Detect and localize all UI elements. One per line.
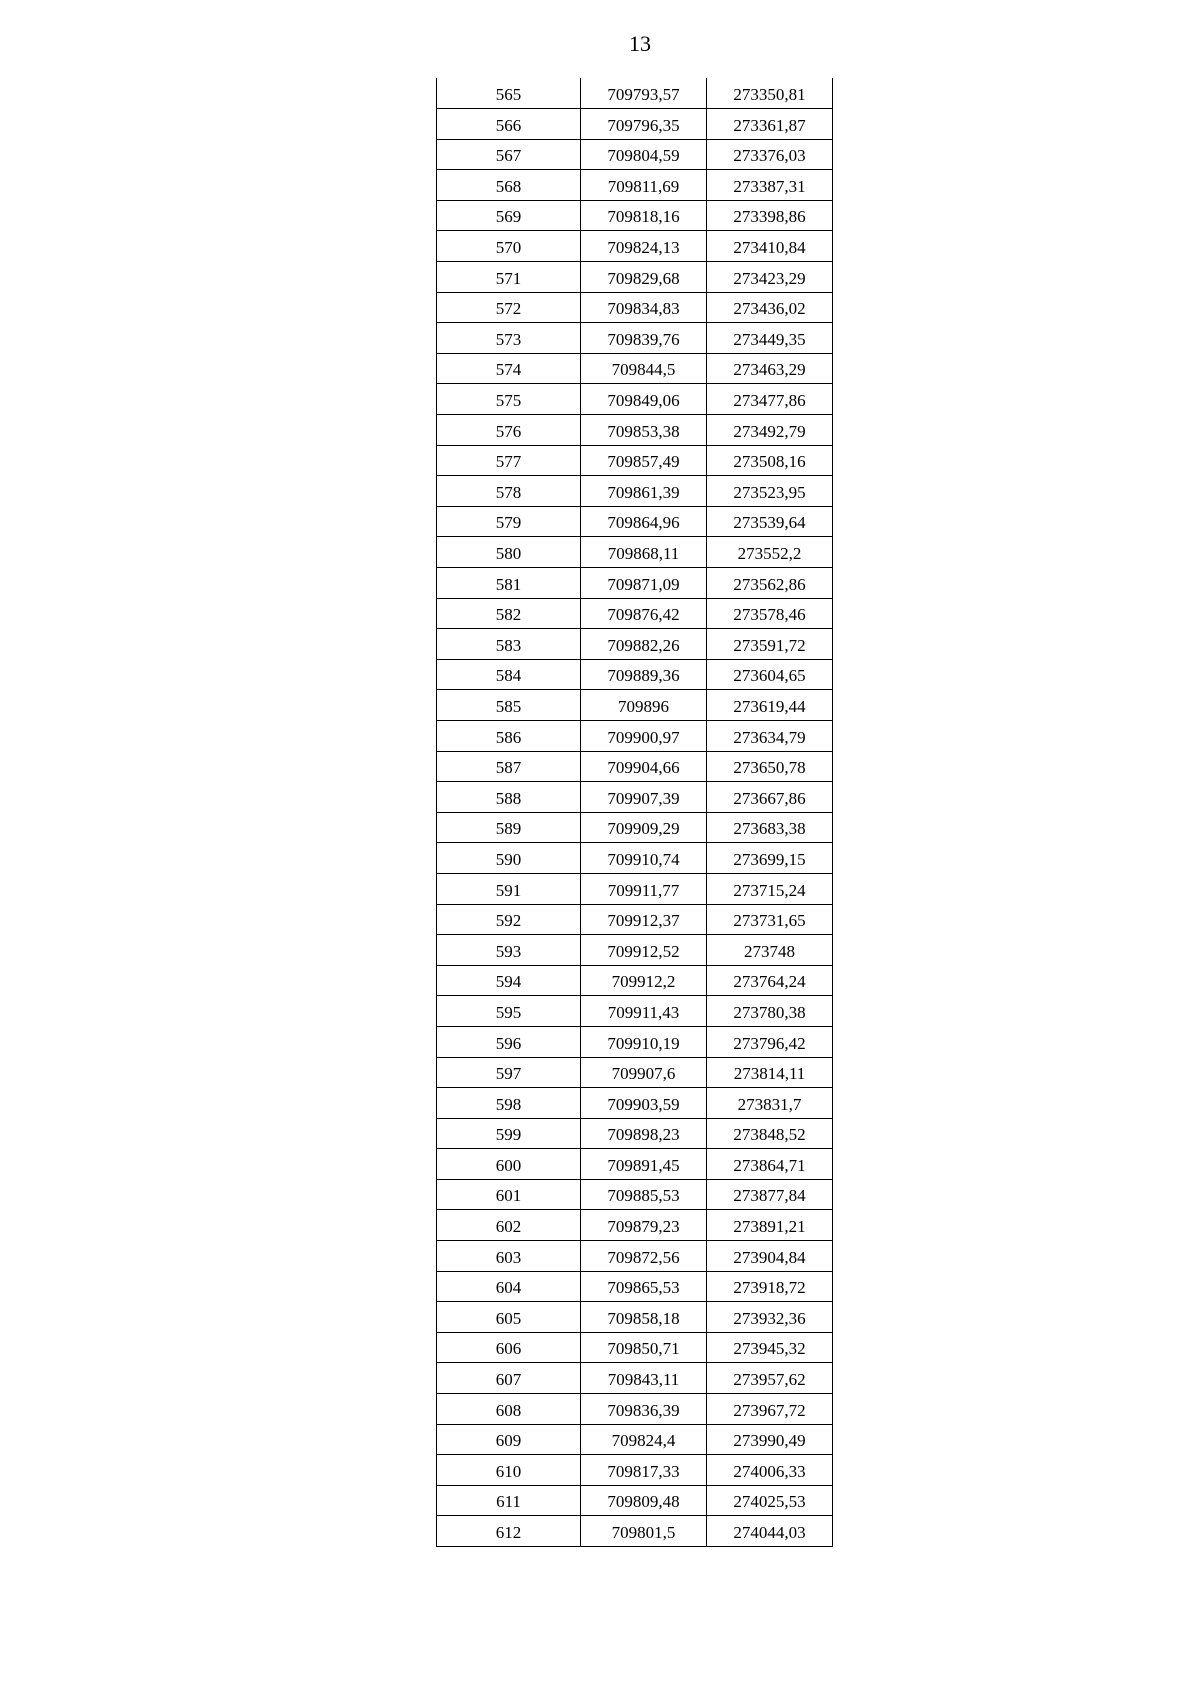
x-coordinate-cell: 709911,77 (581, 873, 707, 904)
point-number-cell: 587 (437, 751, 581, 782)
x-coordinate-cell: 709912,37 (581, 904, 707, 935)
y-coordinate-cell: 273376,03 (707, 139, 833, 170)
y-coordinate-cell: 273350,81 (707, 78, 833, 109)
x-coordinate-cell: 709850,71 (581, 1332, 707, 1363)
y-coordinate-cell: 273932,36 (707, 1302, 833, 1333)
table-row (437, 170, 833, 201)
y-coordinate-cell: 273715,24 (707, 873, 833, 904)
table-row (437, 1485, 833, 1516)
x-coordinate-cell: 709836,39 (581, 1394, 707, 1425)
table-row (437, 231, 833, 262)
y-coordinate-cell: 273591,72 (707, 629, 833, 660)
x-coordinate-cell: 709907,6 (581, 1057, 707, 1088)
point-number-cell: 582 (437, 598, 581, 629)
table-body (437, 78, 833, 1547)
point-number-cell: 607 (437, 1363, 581, 1394)
y-coordinate-cell: 273814,11 (707, 1057, 833, 1088)
table-row (437, 139, 833, 170)
point-number-cell: 577 (437, 445, 581, 476)
y-coordinate-cell: 273387,31 (707, 170, 833, 201)
table-row (437, 200, 833, 231)
table-row (437, 1302, 833, 1333)
table-row (437, 1332, 833, 1363)
table-row (437, 873, 833, 904)
point-number-cell: 611 (437, 1485, 581, 1516)
x-coordinate-cell: 709872,56 (581, 1241, 707, 1272)
y-coordinate-cell: 273957,62 (707, 1363, 833, 1394)
x-coordinate-cell: 709793,57 (581, 78, 707, 109)
y-coordinate-cell: 273410,84 (707, 231, 833, 262)
point-number-cell: 599 (437, 1118, 581, 1149)
table-row (437, 323, 833, 354)
y-coordinate-cell: 273780,38 (707, 996, 833, 1027)
point-number-cell: 605 (437, 1302, 581, 1333)
x-coordinate-cell: 709879,23 (581, 1210, 707, 1241)
x-coordinate-cell: 709896 (581, 690, 707, 721)
table-row (437, 1394, 833, 1425)
point-number-cell: 610 (437, 1455, 581, 1486)
y-coordinate-cell: 274006,33 (707, 1455, 833, 1486)
point-number-cell: 600 (437, 1149, 581, 1180)
table-row (437, 812, 833, 843)
y-coordinate-cell: 273552,2 (707, 537, 833, 568)
x-coordinate-cell: 709865,53 (581, 1271, 707, 1302)
table-row (437, 537, 833, 568)
table-row (437, 935, 833, 966)
point-number-cell: 567 (437, 139, 581, 170)
point-number-cell: 601 (437, 1179, 581, 1210)
point-number-cell: 584 (437, 659, 581, 690)
table-row (437, 1516, 833, 1547)
point-number-cell: 579 (437, 506, 581, 537)
x-coordinate-cell: 709910,19 (581, 1026, 707, 1057)
y-coordinate-cell: 273634,79 (707, 720, 833, 751)
x-coordinate-cell: 709882,26 (581, 629, 707, 660)
y-coordinate-cell: 273667,86 (707, 782, 833, 813)
y-coordinate-cell: 273619,44 (707, 690, 833, 721)
page-number: 13 (629, 31, 651, 56)
table-row (437, 1455, 833, 1486)
point-number-cell: 608 (437, 1394, 581, 1425)
point-number-cell: 609 (437, 1424, 581, 1455)
point-number-cell: 590 (437, 843, 581, 874)
table-row (437, 109, 833, 140)
table-row (437, 476, 833, 507)
x-coordinate-cell: 709858,18 (581, 1302, 707, 1333)
table-row (437, 690, 833, 721)
y-coordinate-cell: 273361,87 (707, 109, 833, 140)
table-row (437, 1057, 833, 1088)
x-coordinate-cell: 709857,49 (581, 445, 707, 476)
x-coordinate-cell: 709861,39 (581, 476, 707, 507)
y-coordinate-cell: 273604,65 (707, 659, 833, 690)
y-coordinate-cell: 273423,29 (707, 262, 833, 293)
y-coordinate-cell: 274044,03 (707, 1516, 833, 1547)
x-coordinate-cell: 709910,74 (581, 843, 707, 874)
point-number-cell: 580 (437, 537, 581, 568)
y-coordinate-cell: 273477,86 (707, 384, 833, 415)
table-row (437, 1149, 833, 1180)
point-number-cell: 586 (437, 720, 581, 751)
point-number-cell: 604 (437, 1271, 581, 1302)
x-coordinate-cell: 709912,52 (581, 935, 707, 966)
y-coordinate-cell: 273748 (707, 935, 833, 966)
y-coordinate-cell: 273463,29 (707, 353, 833, 384)
table-row (437, 415, 833, 446)
point-number-cell: 573 (437, 323, 581, 354)
y-coordinate-cell: 273398,86 (707, 200, 833, 231)
table-row (437, 1241, 833, 1272)
y-coordinate-cell: 273796,42 (707, 1026, 833, 1057)
y-coordinate-cell: 273990,49 (707, 1424, 833, 1455)
point-number-cell: 566 (437, 109, 581, 140)
table-row (437, 1026, 833, 1057)
table-row (437, 262, 833, 293)
table-row (437, 1179, 833, 1210)
point-number-cell: 602 (437, 1210, 581, 1241)
y-coordinate-cell: 273436,02 (707, 292, 833, 323)
x-coordinate-cell: 709818,16 (581, 200, 707, 231)
table-row (437, 720, 833, 751)
x-coordinate-cell: 709876,42 (581, 598, 707, 629)
table-row (437, 1210, 833, 1241)
table-row (437, 751, 833, 782)
x-coordinate-cell: 709911,43 (581, 996, 707, 1027)
x-coordinate-cell: 709824,4 (581, 1424, 707, 1455)
y-coordinate-cell: 273578,46 (707, 598, 833, 629)
y-coordinate-cell: 273918,72 (707, 1271, 833, 1302)
x-coordinate-cell: 709912,2 (581, 965, 707, 996)
point-number-cell: 593 (437, 935, 581, 966)
point-number-cell: 598 (437, 1088, 581, 1119)
x-coordinate-cell: 709907,39 (581, 782, 707, 813)
x-coordinate-cell: 709801,5 (581, 1516, 707, 1547)
table-row (437, 1424, 833, 1455)
table-row (437, 629, 833, 660)
table-row (437, 1271, 833, 1302)
y-coordinate-cell: 273764,24 (707, 965, 833, 996)
table-row (437, 1118, 833, 1149)
point-number-cell: 571 (437, 262, 581, 293)
table-row (437, 506, 833, 537)
table-row (437, 904, 833, 935)
table-row (437, 843, 833, 874)
table-row (437, 1088, 833, 1119)
y-coordinate-cell: 273848,52 (707, 1118, 833, 1149)
table-row (437, 78, 833, 109)
x-coordinate-cell: 709903,59 (581, 1088, 707, 1119)
point-number-cell: 612 (437, 1516, 581, 1547)
x-coordinate-cell: 709834,83 (581, 292, 707, 323)
x-coordinate-cell: 709898,23 (581, 1118, 707, 1149)
point-number-cell: 589 (437, 812, 581, 843)
x-coordinate-cell: 709824,13 (581, 231, 707, 262)
y-coordinate-cell: 273945,32 (707, 1332, 833, 1363)
y-coordinate-cell: 274025,53 (707, 1485, 833, 1516)
point-number-cell: 595 (437, 996, 581, 1027)
point-number-cell: 565 (437, 78, 581, 109)
x-coordinate-cell: 709885,53 (581, 1179, 707, 1210)
x-coordinate-cell: 709889,36 (581, 659, 707, 690)
y-coordinate-cell: 273449,35 (707, 323, 833, 354)
y-coordinate-cell: 273562,86 (707, 568, 833, 599)
x-coordinate-cell: 709864,96 (581, 506, 707, 537)
x-coordinate-cell: 709900,97 (581, 720, 707, 751)
point-number-cell: 596 (437, 1026, 581, 1057)
x-coordinate-cell: 709839,76 (581, 323, 707, 354)
point-number-cell: 585 (437, 690, 581, 721)
x-coordinate-cell: 709891,45 (581, 1149, 707, 1180)
point-number-cell: 603 (437, 1241, 581, 1272)
point-number-cell: 572 (437, 292, 581, 323)
point-number-cell: 576 (437, 415, 581, 446)
y-coordinate-cell: 273731,65 (707, 904, 833, 935)
point-number-cell: 574 (437, 353, 581, 384)
table-row (437, 445, 833, 476)
x-coordinate-cell: 709904,66 (581, 751, 707, 782)
point-number-cell: 583 (437, 629, 581, 660)
table-row (437, 659, 833, 690)
point-number-cell: 569 (437, 200, 581, 231)
point-number-cell: 588 (437, 782, 581, 813)
y-coordinate-cell: 273864,71 (707, 1149, 833, 1180)
x-coordinate-cell: 709844,5 (581, 353, 707, 384)
y-coordinate-cell: 273891,21 (707, 1210, 833, 1241)
table-row (437, 782, 833, 813)
x-coordinate-cell: 709829,68 (581, 262, 707, 293)
x-coordinate-cell: 709811,69 (581, 170, 707, 201)
point-number-cell: 597 (437, 1057, 581, 1088)
coordinates-table (436, 78, 833, 1547)
point-number-cell: 575 (437, 384, 581, 415)
point-number-cell: 568 (437, 170, 581, 201)
y-coordinate-cell: 273683,38 (707, 812, 833, 843)
y-coordinate-cell: 273904,84 (707, 1241, 833, 1272)
table-row (437, 996, 833, 1027)
y-coordinate-cell: 273650,78 (707, 751, 833, 782)
x-coordinate-cell: 709796,35 (581, 109, 707, 140)
point-number-cell: 594 (437, 965, 581, 996)
y-coordinate-cell: 273877,84 (707, 1179, 833, 1210)
y-coordinate-cell: 273492,79 (707, 415, 833, 446)
point-number-cell: 581 (437, 568, 581, 599)
x-coordinate-cell: 709804,59 (581, 139, 707, 170)
x-coordinate-cell: 709849,06 (581, 384, 707, 415)
x-coordinate-cell: 709843,11 (581, 1363, 707, 1394)
y-coordinate-cell: 273831,7 (707, 1088, 833, 1119)
point-number-cell: 578 (437, 476, 581, 507)
point-number-cell: 570 (437, 231, 581, 262)
table-row (437, 384, 833, 415)
table-row (437, 965, 833, 996)
y-coordinate-cell: 273508,16 (707, 445, 833, 476)
point-number-cell: 592 (437, 904, 581, 935)
table-row (437, 1363, 833, 1394)
point-number-cell: 606 (437, 1332, 581, 1363)
y-coordinate-cell: 273539,64 (707, 506, 833, 537)
x-coordinate-cell: 709817,33 (581, 1455, 707, 1486)
table-row (437, 292, 833, 323)
x-coordinate-cell: 709809,48 (581, 1485, 707, 1516)
table-row (437, 598, 833, 629)
table-row (437, 568, 833, 599)
y-coordinate-cell: 273967,72 (707, 1394, 833, 1425)
x-coordinate-cell: 709909,29 (581, 812, 707, 843)
point-number-cell: 591 (437, 873, 581, 904)
y-coordinate-cell: 273699,15 (707, 843, 833, 874)
y-coordinate-cell: 273523,95 (707, 476, 833, 507)
x-coordinate-cell: 709871,09 (581, 568, 707, 599)
table-row (437, 353, 833, 384)
x-coordinate-cell: 709853,38 (581, 415, 707, 446)
x-coordinate-cell: 709868,11 (581, 537, 707, 568)
